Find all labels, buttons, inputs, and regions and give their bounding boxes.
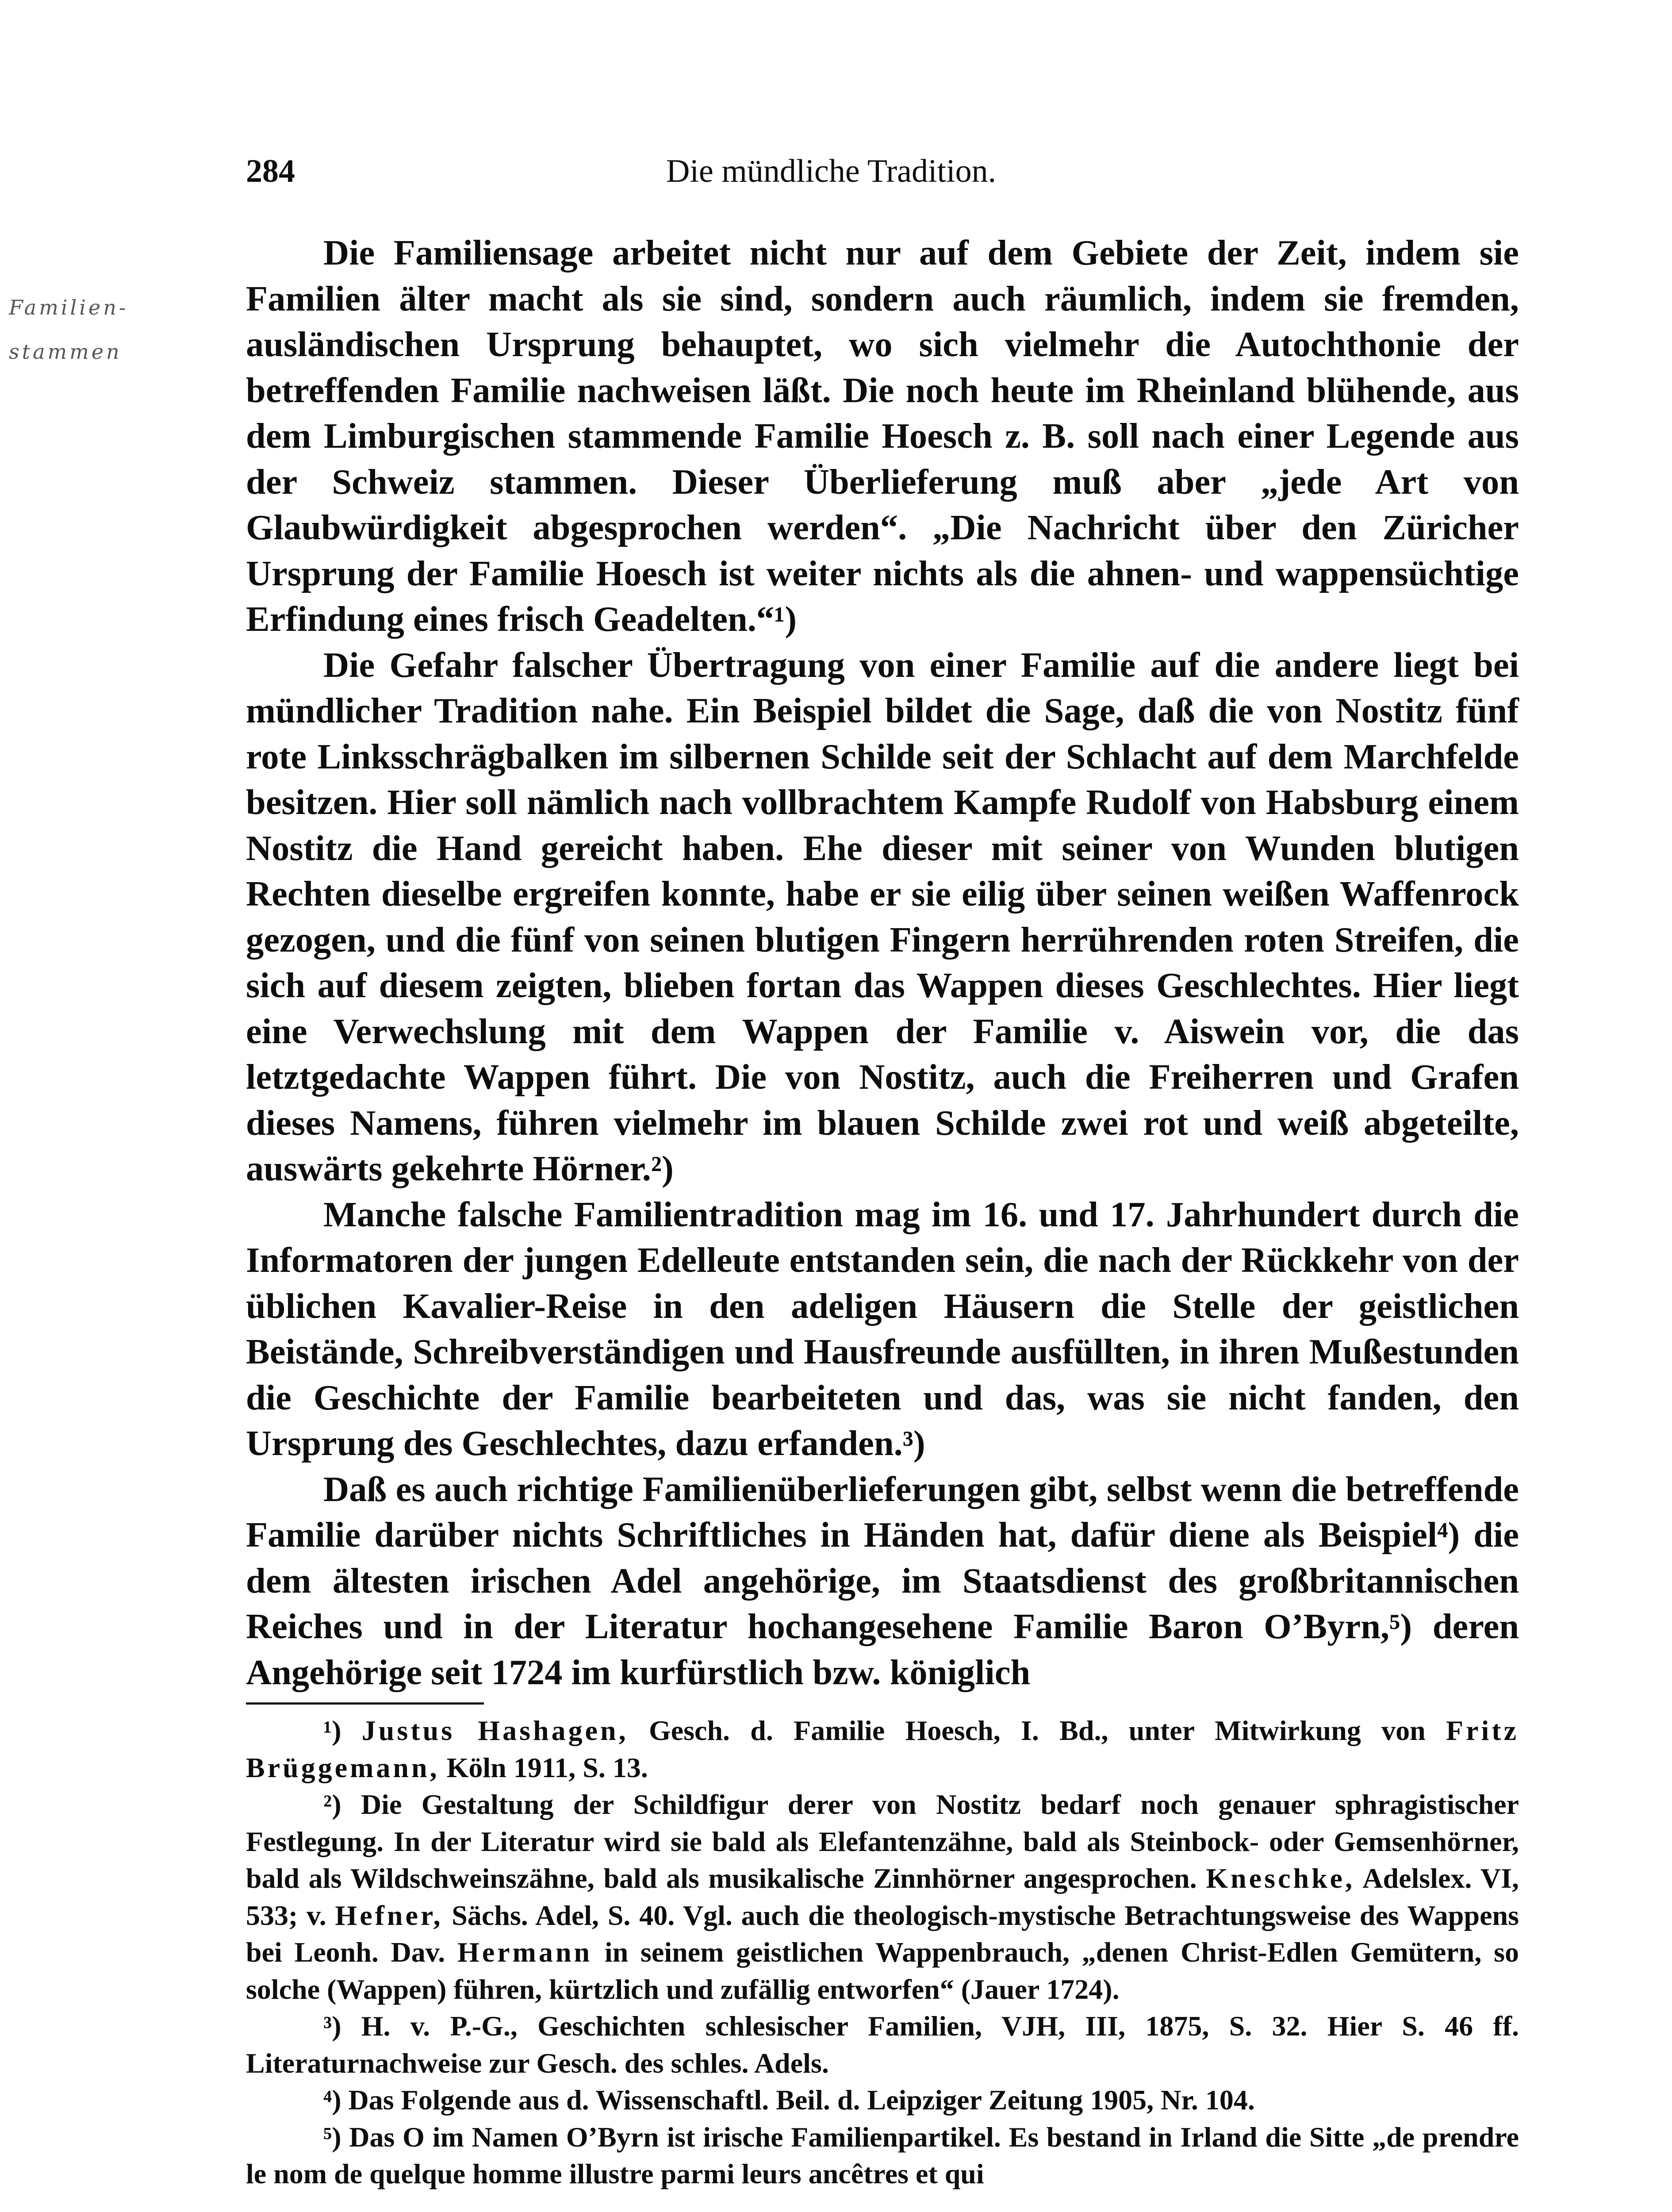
running-title: Die mündliche Tradition. [666, 153, 997, 189]
footnote-separator [246, 1702, 484, 1705]
paragraph-nostitz: Die Gefahr falscher Übertragung von einer Familie auf die andere liegt bei mündlicher Tradition nahe. Ein Beispiel bildet die Sage, daß die von Nostitz fünf rote Linksschrägbalken im silbernen Schilde seit der Schlacht auf dem Marchfelde besitzen. Hier soll nämlich nach vollbrachtem Kampfe Rudolf von Habsburg einem Nostitz die Hand gereicht haben. Ehe dieser mit seiner von Wunden blutigen Rechten dieselbe ergreifen konnte, habe er sie eilig über seinen weißen Waffenrock gezogen, und die fünf von seinen blutigen Fingern herrührenden roten Streifen, die sich auf diesem zeigten, blieben fortan das Wappen dieses Geschlechtes. Hier liegt eine Verwechslung mit dem Wappen der Familie v. Aiswein vor, die das letztgedachte Wappen führt. Die von Nostitz, auch die Freiherren und Grafen dieses Namens, führen vielmehr im blauen Schilde zwei rot und weiß abgeteilte, auswärts gekehrte Hörner.²) [246, 645, 1519, 1188]
footnote-2-text-c: Sächs. Adel, S. 40. Vgl. auch die theologisch-mystische Betrachtungsweise des Wappens bei Leonh. Dav. [246, 1899, 1519, 1968]
footnote-1-text-end: Köln 1911, S. 13. [446, 1751, 648, 1783]
footnote-1-author: Justus Hashagen, [361, 1715, 629, 1746]
main-text [246, 230, 1519, 1695]
page-header [246, 153, 1529, 206]
footnote-2-text-a: ²) Die Gestaltung der Schildfigur derer von Nostitz bedarf noch genauer sphragistischer Festlegung. In der Literatur wird sie bald als Elefantenzähne, bald als Steinbock- oder Gemsenhörner, bald als Wildschweinszähne, bald als musikalische Zinnhörner angesprochen. [246, 1789, 1519, 1894]
paragraph-family-legend: Die Familiensage arbeitet nicht nur auf dem Gebiete der Zeit, indem sie Familien älter macht als sie sind, sondern auch räumlich, indem sie fremden, ausländischen Ursprung behauptet, wo sich vielmehr die Autochthonie der betreffenden Familie nachweisen läßt. Die noch heute im Rheinland blühende, aus dem Limburgischen stammende Familie Hoesch z. B. soll nach einer Legende aus der Schweiz stammen. Dieser Überlieferung muß aber „jede Art von Glaubwürdigkeit abgesprochen werden“. „Die Nachricht über den Züricher Ursprung der Familie Hoesch ist weiter nichts als die ahnen- und wappensüchtige Erfindung eines frisch Geadelten.“¹) [246, 233, 1519, 639]
footnote-4: ⁴) Das Folgende aus d. Wissenschaftl. Beil. d. Leipziger Zeitung 1905, Nr. 104. [323, 2084, 1255, 2116]
footnote-1-marker: ¹) [323, 1715, 341, 1746]
margin-note-line-1: Familien- [9, 296, 129, 319]
paragraph-informatoren: Manche falsche Familientradition mag im 16. und 17. Jahrhundert durch die Informatoren der jungen Edelleute entstanden sein, die nach der Rückkehr von der üblichen Kavalier-Reise in den adeligen Häusern die Stelle der geistlichen Beistände, Schreibverständigen und Hausfreunde ausfüllten, in ihren Mußestunden die Geschichte der Familie bearbeiteten und das, was sie nicht fanden, den Ursprung des Geschlechtes, dazu erfanden.³) [246, 1194, 1519, 1463]
handwritten-margin-note [9, 285, 230, 374]
footnotes [246, 1712, 1519, 2193]
footnote-1-text: Gesch. d. Familie Hoesch, I. Bd., unter Mitwirkung von [648, 1715, 1426, 1746]
page-number: 284 [246, 153, 295, 189]
footnote-2 [246, 1786, 1519, 2008]
footnote-3: ³) H. v. P.-G., Geschichten schlesischer Familien, VJH, III, 1875, S. 32. Hier S. 46 ff. Literaturnachweise zur Gesch. des schles. Adels. [246, 2010, 1519, 2079]
footnote-2-text-b: Adelslex. VI, 533; v. [246, 1863, 1519, 1931]
footnote-1 [246, 1712, 1519, 1786]
footnote-2-author-hefner: Hefner, [335, 1899, 443, 1931]
footnote-2-author-hermann: Hermann [457, 1936, 593, 1968]
footnote-2-author-kneschke: Kneschke, [1206, 1863, 1355, 1894]
footnote-1-coauthor: Fritz Brüggemann, [246, 1715, 1519, 1783]
paragraph-obyrn: Daß es auch richtige Familienüberlieferungen gibt, selbst wenn die betreffende Familie darüber nichts Schriftliches in Händen hat, dafür diene als Beispiel⁴) die dem ältesten irischen Adel angehörige, im Staatsdienst des großbritannischen Reiches und in der Literatur hochangesehene Familie Baron O’Byrn,⁵) deren Angehörige seit 1724 im kurfürstlich bzw. königlich [246, 1469, 1519, 1692]
margin-note-line-2: stammen [9, 340, 122, 364]
footnote-5: ⁵) Das O im Namen O’Byrn ist irische Familienpartikel. Es bestand in Irland die Sitte „de prendre le nom de quelque homme illustre parmi leurs ancêtres et qui [246, 2121, 1519, 2189]
footnote-2-text-d: in seinem geistlichen Wappenbrauch, „denen Christ-Edlen Gemütern, so solche (Wappen) führen, kürtzlich und zufällig entworfen“ (Jauer 1724). [246, 1936, 1519, 2005]
